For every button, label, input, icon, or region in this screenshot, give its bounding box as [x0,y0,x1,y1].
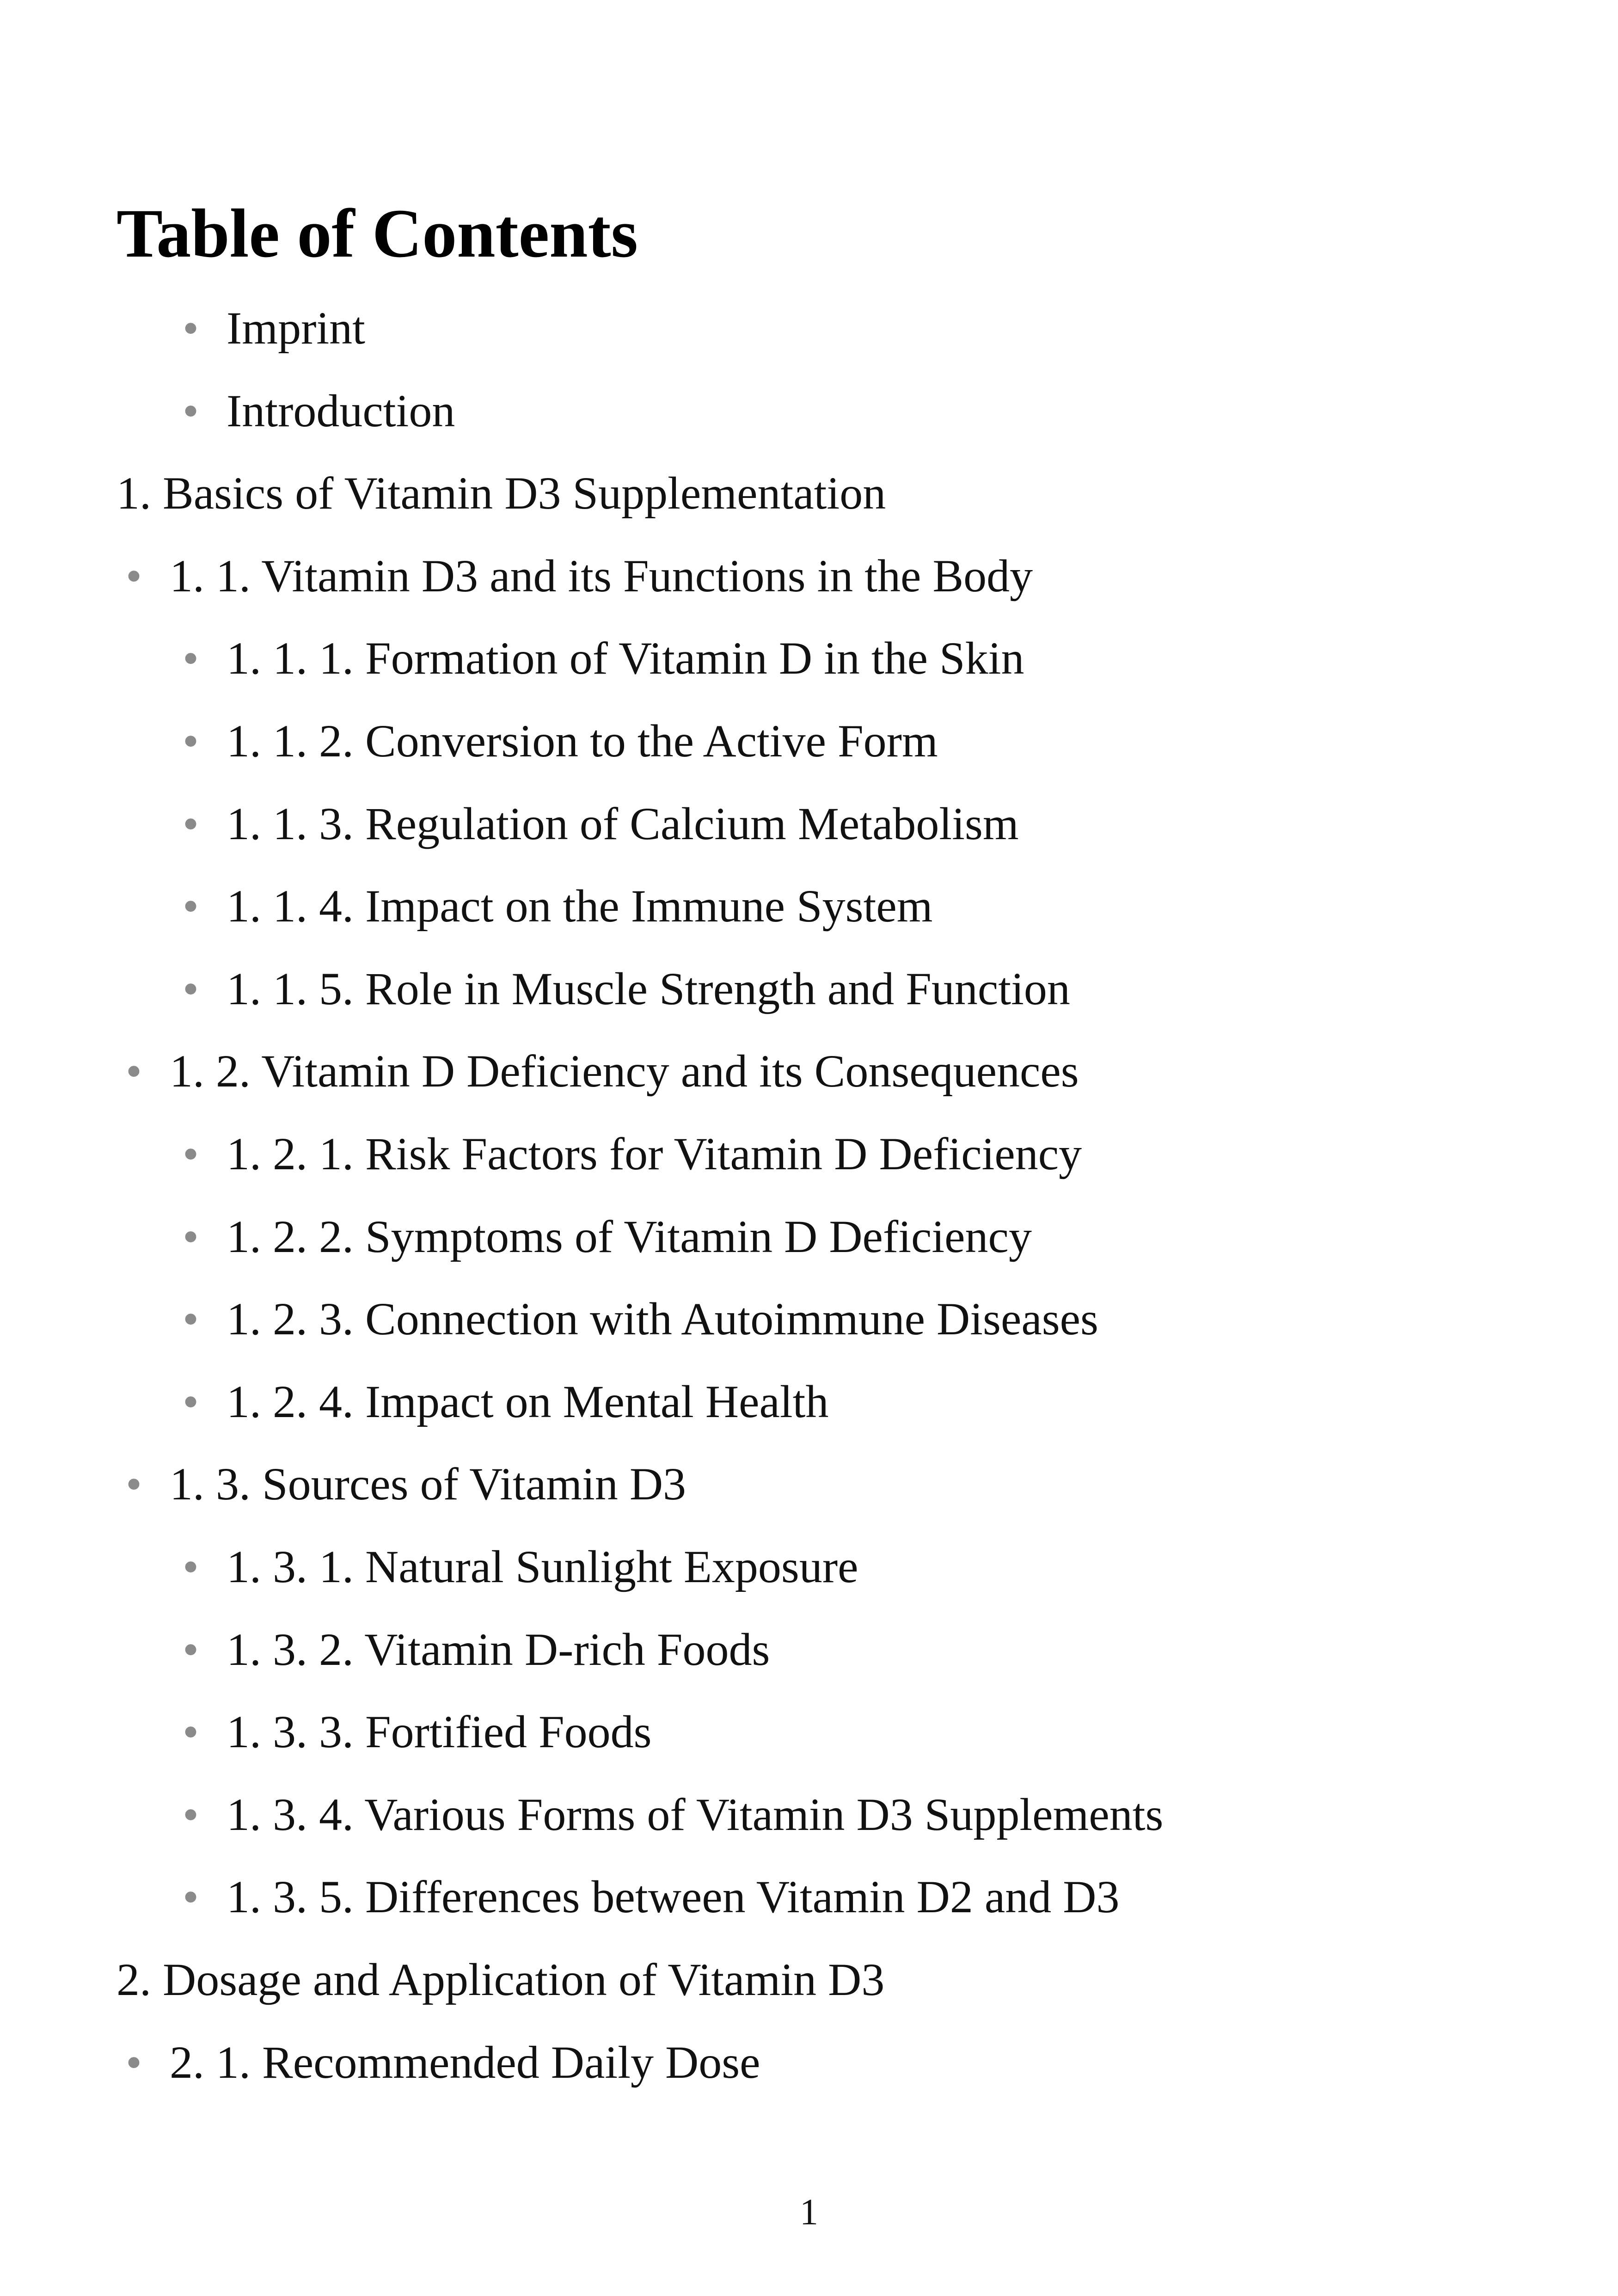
bullet-icon: • [183,1624,199,1675]
bullet-icon: • [183,963,199,1014]
toc-entry-label: 1. 2. 2. Symptoms of Vitamin D Deficiency [227,1211,1032,1262]
bullet-icon: • [183,1706,199,1757]
toc-entry-label: 1. 2. 1. Risk Factors for Vitamin D Deficiency [227,1128,1082,1179]
toc-entry-label: 1. 3. Sources of Vitamin D3 [170,1458,686,1510]
toc-entry-label: 1. 1. 3. Regulation of Calcium Metabolism [227,798,1019,849]
bullet-icon: • [183,1293,199,1344]
bullet-icon: • [126,1458,142,1510]
bullet-icon: • [183,1128,199,1179]
bullet-icon: • [183,880,199,932]
toc-entry-label: 1. 3. 3. Fortified Foods [227,1706,652,1757]
bullet-icon: • [183,302,199,354]
bullet-icon: • [183,798,199,849]
bullet-icon: • [126,1045,142,1097]
toc-entry-label: 1. 3. 4. Various Forms of Vitamin D3 Supplements [227,1789,1164,1840]
toc-entry-label: 1. 3. 5. Differences between Vitamin D2 and D3 [227,1871,1120,1922]
toc-entry-label: 1. 3. 1. Natural Sunlight Exposure [227,1541,858,1592]
toc-entry-label: 1. 1. 1. Formation of Vitamin D in the Skin [227,632,1024,684]
toc-entry-label: 1. Basics of Vitamin D3 Supplementation [116,467,886,519]
bullet-icon: • [183,1211,199,1262]
bullet-icon: • [183,1871,199,1922]
toc-entry-label: Introduction [227,385,455,436]
toc-entry-label: Imprint [227,302,365,354]
toc-entry-label: 2. 1. Recommended Daily Dose [170,2037,760,2088]
bullet-icon: • [183,715,199,767]
bullet-icon: • [183,1789,199,1840]
page-number: 1 [800,2192,818,2233]
bullet-icon: • [183,1541,199,1592]
bullet-icon: • [183,385,199,436]
toc-entry-label: 1. 1. Vitamin D3 and its Functions in the Body [170,550,1033,602]
bullet-icon: • [183,632,199,684]
toc-entry-label: 1. 1. 5. Role in Muscle Strength and Function [227,963,1070,1014]
toc-entry-label: 1. 2. 4. Impact on Mental Health [227,1376,829,1427]
toc-entry-label: 1. 2. Vitamin D Deficiency and its Consequences [170,1045,1079,1097]
bullet-icon: • [126,2037,142,2088]
toc-entry-label: 1. 1. 4. Impact on the Immune System [227,880,933,932]
bullet-icon: • [126,550,142,602]
page-title: Table of Contents [116,195,638,272]
toc-entry-label: 1. 3. 2. Vitamin D-rich Foods [227,1624,770,1675]
toc-entry-label: 1. 1. 2. Conversion to the Active Form [227,715,938,767]
bullet-icon: • [183,1376,199,1427]
toc-entry-label: 1. 2. 3. Connection with Autoimmune Diseases [227,1293,1098,1344]
toc-entry-label: 2. Dosage and Application of Vitamin D3 [116,1954,885,2005]
